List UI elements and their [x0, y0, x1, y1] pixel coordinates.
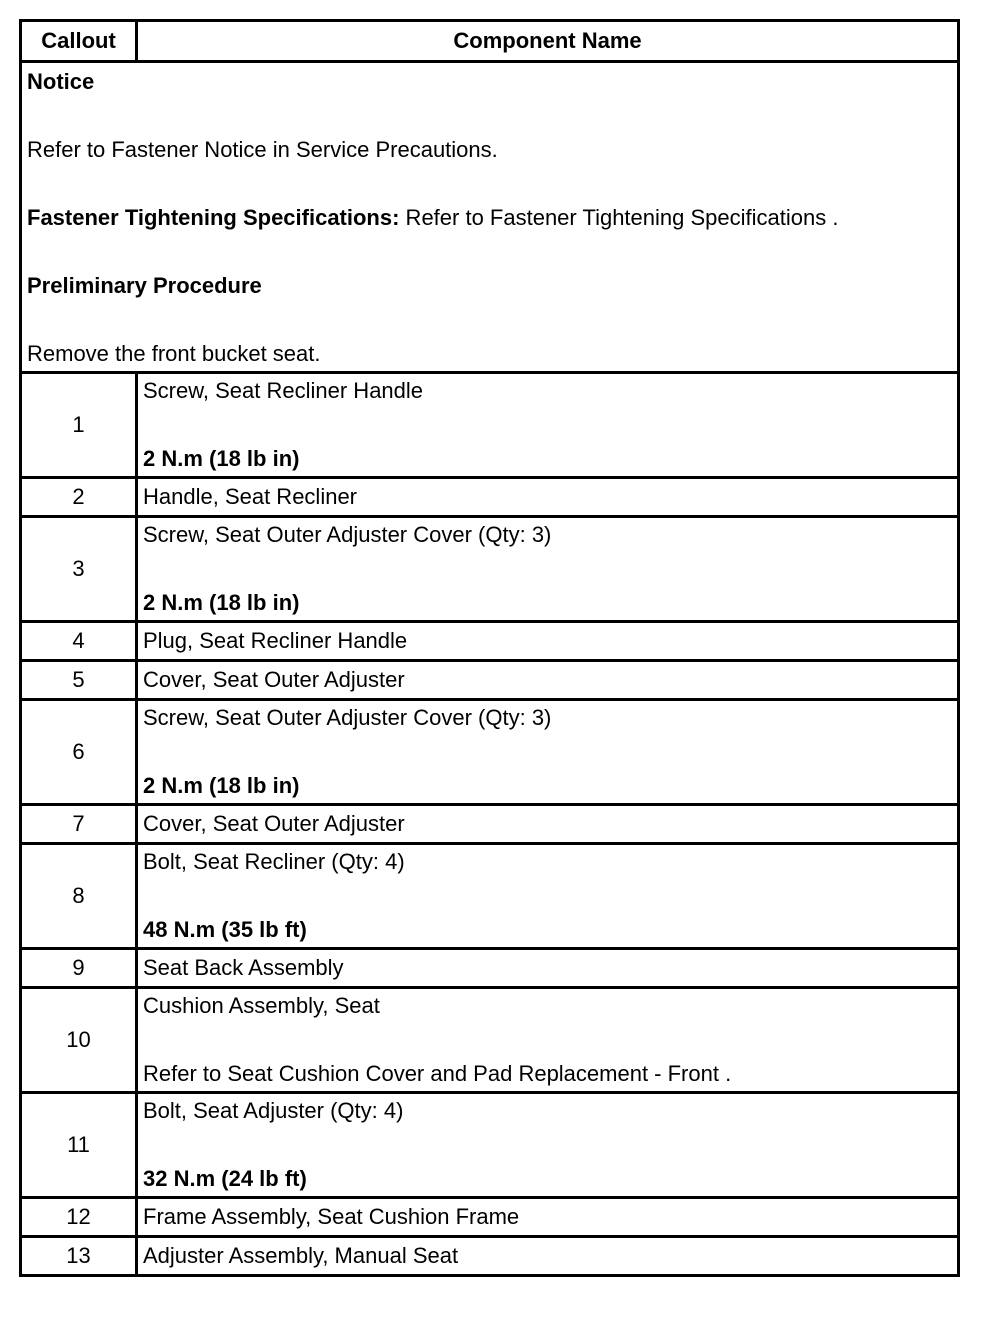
component-cell: [137, 1093, 959, 1198]
component-name: Handle, Seat Recliner: [137, 478, 959, 517]
table-header-row: [21, 21, 959, 62]
callout-number: 7: [21, 805, 137, 844]
component-cell: [137, 844, 959, 949]
callout-number: 6: [21, 700, 137, 805]
component-cell: [137, 517, 959, 622]
component-name: Cover, Seat Outer Adjuster: [137, 805, 959, 844]
component-name: Cushion Assembly, Seat: [143, 993, 380, 1018]
callout-number: 4: [21, 622, 137, 661]
fastener-spec-text: Refer to Fastener Tightening Specifications .: [399, 205, 839, 230]
torque-spec: 48 N.m (35 lb ft): [143, 917, 307, 942]
table-row: [21, 478, 959, 517]
callout-number: 11: [21, 1093, 137, 1198]
component-name: Cover, Seat Outer Adjuster: [137, 661, 959, 700]
table-row: [21, 1093, 959, 1198]
notice-cell: [21, 62, 959, 373]
component-name: Plug, Seat Recliner Handle: [137, 622, 959, 661]
table-row: [21, 805, 959, 844]
callout-number: 5: [21, 661, 137, 700]
component-name: Frame Assembly, Seat Cushion Frame: [137, 1198, 959, 1237]
callout-number: 9: [21, 949, 137, 988]
callout-number: 2: [21, 478, 137, 517]
table-row: [21, 1198, 959, 1237]
notice-row: [21, 62, 959, 373]
preliminary-procedure-text: Remove the front bucket seat.: [27, 341, 321, 366]
table-row: [21, 949, 959, 988]
notice-text: Refer to Fastener Notice in Service Precautions.: [27, 137, 498, 162]
table-row: [21, 988, 959, 1093]
component-cell: [137, 373, 959, 478]
components-table: [19, 19, 960, 1277]
callout-number: 13: [21, 1237, 137, 1276]
component-name: Bolt, Seat Recliner (Qty: 4): [143, 849, 405, 874]
component-cell: [137, 700, 959, 805]
fastener-spec-label: Fastener Tightening Specifications:: [27, 205, 400, 230]
table-row: [21, 844, 959, 949]
component-cell: [137, 988, 959, 1093]
table-row: [21, 700, 959, 805]
callout-number: 8: [21, 844, 137, 949]
table-row: [21, 661, 959, 700]
torque-spec: 32 N.m (24 lb ft): [143, 1166, 307, 1191]
torque-spec: 2 N.m (18 lb in): [143, 446, 300, 471]
component-note: Refer to Seat Cushion Cover and Pad Replacement - Front .: [143, 1061, 732, 1086]
component-name: Bolt, Seat Adjuster (Qty: 4): [143, 1098, 404, 1123]
component-name: Screw, Seat Recliner Handle: [143, 378, 424, 403]
notice-title: Notice: [27, 69, 95, 94]
table-row: [21, 373, 959, 478]
component-name-header: Component Name: [137, 21, 959, 62]
table-row: [21, 517, 959, 622]
preliminary-procedure-title: Preliminary Procedure: [27, 273, 262, 298]
callout-number: 3: [21, 517, 137, 622]
callout-header: Callout: [21, 21, 137, 62]
torque-spec: 2 N.m (18 lb in): [143, 773, 300, 798]
torque-spec: 2 N.m (18 lb in): [143, 590, 300, 615]
component-name: Screw, Seat Outer Adjuster Cover (Qty: 3): [143, 705, 552, 730]
component-name: Seat Back Assembly: [137, 949, 959, 988]
callout-number: 1: [21, 373, 137, 478]
component-name: Screw, Seat Outer Adjuster Cover (Qty: 3): [143, 522, 552, 547]
table-row: [21, 1237, 959, 1276]
component-name: Adjuster Assembly, Manual Seat: [137, 1237, 959, 1276]
callout-number: 10: [21, 988, 137, 1093]
table-row: [21, 622, 959, 661]
callout-number: 12: [21, 1198, 137, 1237]
fastener-spec-line: [27, 201, 957, 235]
